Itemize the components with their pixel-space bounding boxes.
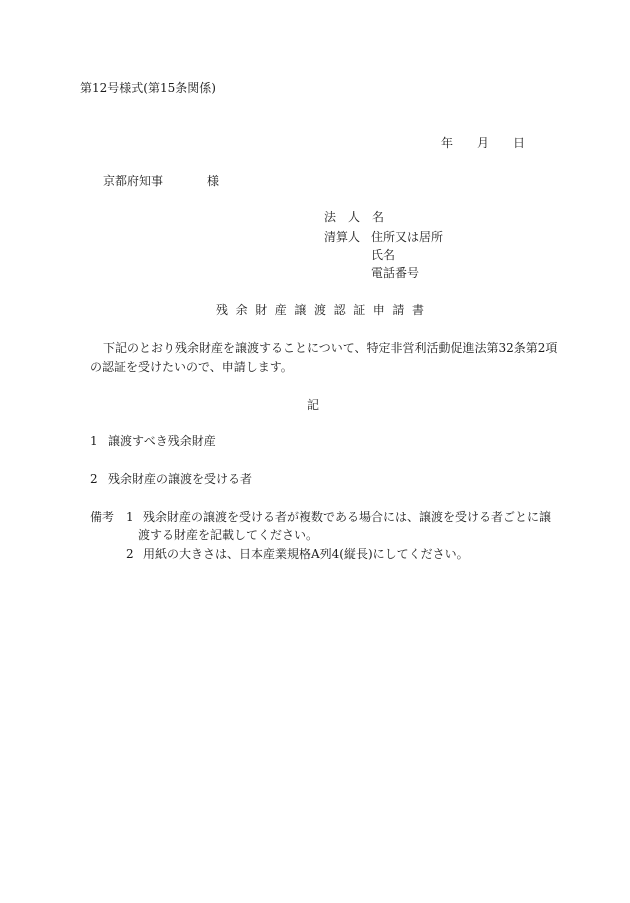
date-day-label: 日 — [513, 136, 526, 150]
name-label: 氏名 — [371, 248, 396, 262]
note-line: 渡する財産を記載してください。 — [138, 528, 319, 542]
item-number: 2 — [90, 472, 98, 486]
item-text: 残余財産の譲渡を受ける者 — [108, 472, 253, 486]
date-year-label: 年 — [441, 136, 454, 150]
note-line: 残余財産の譲渡を受ける者が複数である場合には、譲渡を受ける者ごとに譲 — [143, 510, 552, 524]
body-line-1: 下記のとおり残余財産を譲渡することについて、特定非営利活動促進法第32条第2項 — [103, 341, 558, 355]
notes-label: 備考 — [90, 510, 115, 524]
addressee-honorific: 様 — [207, 174, 220, 188]
document-title: 残余財産譲渡認証申請書 — [216, 303, 432, 317]
phone-label: 電話番号 — [371, 266, 420, 280]
note-number: 1 — [126, 510, 134, 524]
item-text: 譲渡すべき残余財産 — [108, 434, 216, 448]
form-number: 第12号様式(第15条関係) — [80, 81, 216, 95]
addressee-name: 京都府知事 — [103, 174, 164, 188]
date-month-label: 月 — [477, 136, 490, 150]
corporation-name-label: 法 人 名 — [324, 210, 385, 224]
ki-heading: 記 — [307, 398, 320, 412]
note-line: 用紙の大きさは、日本産業規格A列4(縦長)にしてください。 — [143, 547, 469, 561]
note-number: 2 — [126, 547, 134, 561]
liquidator-label: 清算人 — [324, 230, 361, 244]
item-number: 1 — [90, 434, 98, 448]
body-line-2: の認証を受けたいので、申請します。 — [90, 360, 293, 374]
address-label: 住所又は居所 — [371, 230, 444, 244]
